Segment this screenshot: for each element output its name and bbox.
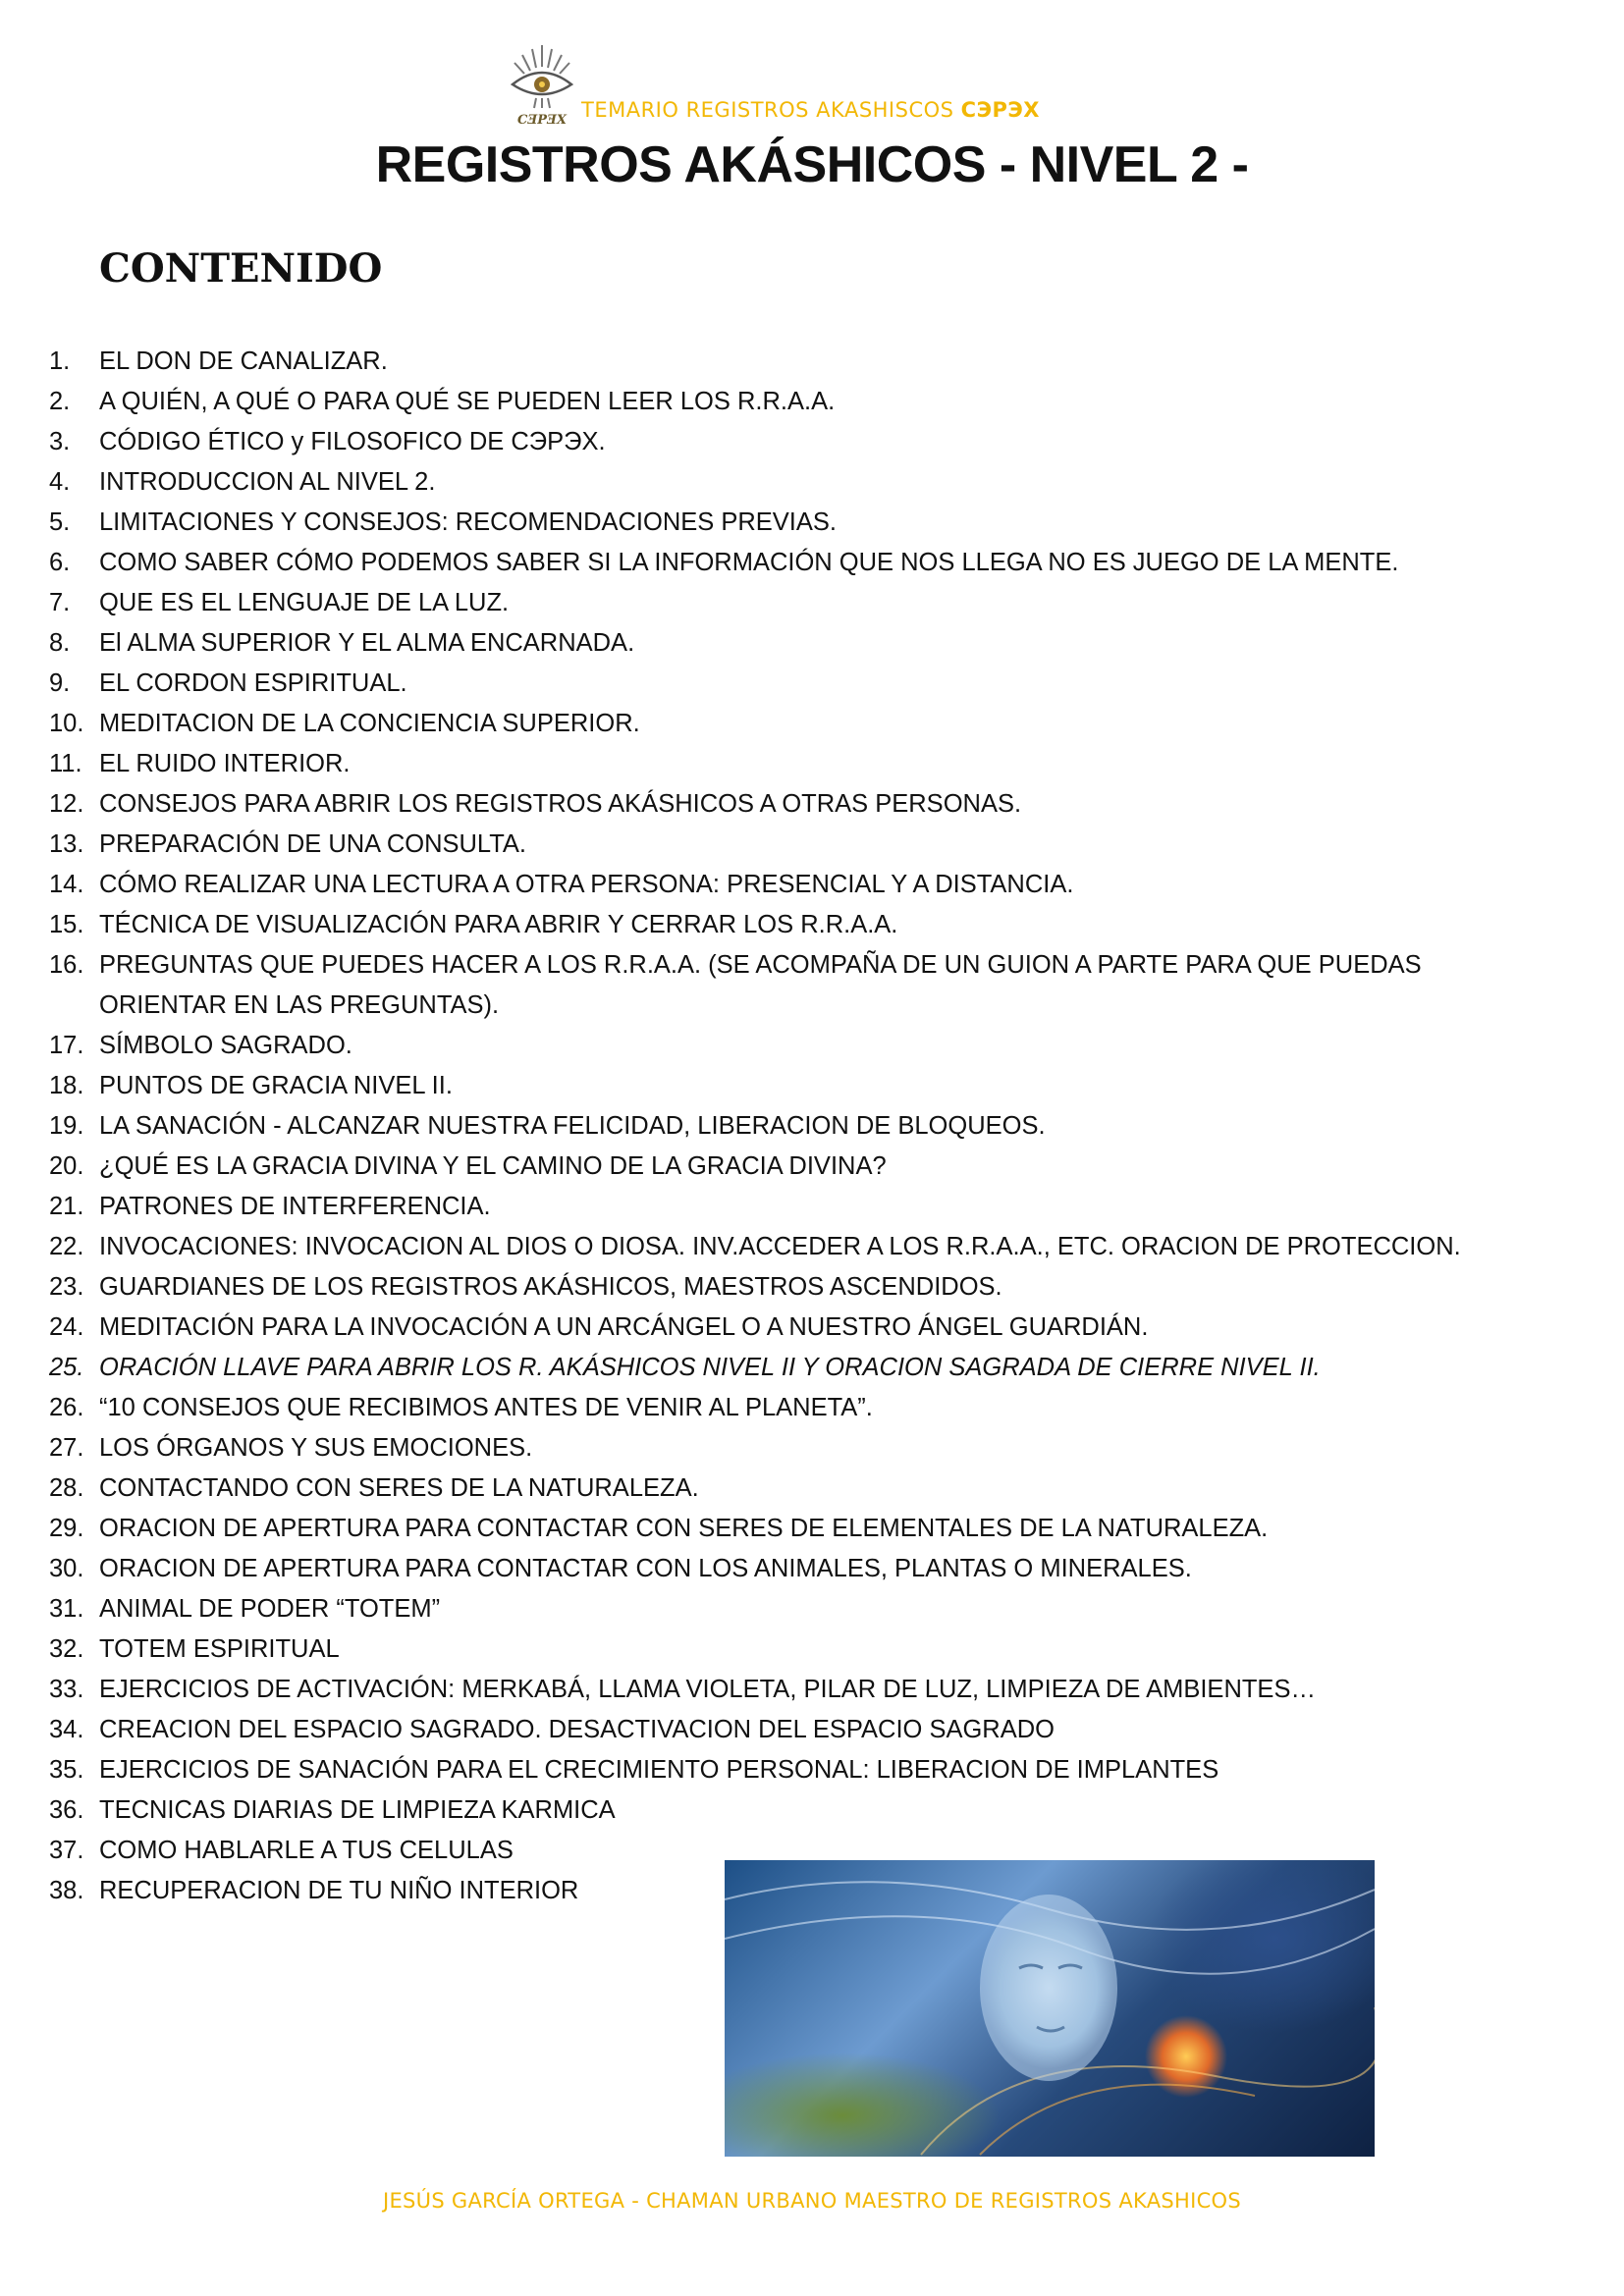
item-text: CÓMO REALIZAR UNA LECTURA A OTRA PERSONA: PRESENCIAL Y A DISTANCIA.: [99, 871, 1074, 898]
item-number: 19.: [49, 1112, 84, 1140]
list-item: [0, 905, 1533, 945]
item-text: EL DON DE CANALIZAR.: [99, 347, 388, 375]
list-item: [0, 623, 1533, 664]
item-number: 5.: [49, 508, 71, 536]
item-number: 27.: [49, 1434, 84, 1462]
temario-text: TEMARIO REGISTROS AKASHISCOS: [581, 98, 954, 122]
list-item: [0, 382, 1533, 422]
list-item: [0, 1629, 1533, 1670]
item-text: RECUPERACION DE TU NIÑO INTERIOR: [99, 1877, 579, 1904]
list-item: [0, 865, 1533, 905]
svg-text:CƎPƎX: CƎPƎX: [516, 113, 568, 128]
list-item: [0, 1670, 1533, 1710]
item-number: 7.: [49, 589, 71, 616]
item-number: 33.: [49, 1676, 84, 1703]
item-number: 10.: [49, 710, 84, 737]
item-text: GUARDIANES DE LOS REGISTROS AKÁSHICOS, MAESTROS ASCENDIDOS.: [99, 1273, 1002, 1301]
item-number: 13.: [49, 830, 84, 858]
item-number: 31.: [49, 1595, 84, 1623]
header-subtitle: [581, 98, 1040, 122]
list-item: [0, 1106, 1533, 1147]
item-text: ORACIÓN LLAVE PARA ABRIR LOS R. AKÁSHICOS NIVEL II Y ORACION SAGRADA DE CIERRE NIVEL II.: [99, 1354, 1321, 1381]
item-number: 24.: [49, 1313, 84, 1341]
item-number: 20.: [49, 1152, 84, 1180]
item-number: 18.: [49, 1072, 84, 1099]
eye-logo-icon: [507, 41, 577, 128]
list-item: [0, 1348, 1533, 1388]
item-number: 38.: [49, 1877, 84, 1904]
list-item: [0, 1026, 1533, 1066]
item-text: CONSEJOS PARA ABRIR LOS REGISTROS AKÁSHICOS A OTRAS PERSONAS.: [99, 790, 1022, 818]
list-item: [0, 422, 1533, 462]
item-number: 4.: [49, 468, 71, 496]
footer-author: JESÚS GARCÍA ORTEGA - CHAMAN URBANO MAESTRO DE REGISTROS AKASHICOS: [382, 2189, 1242, 2213]
item-text: PUNTOS DE GRACIA NIVEL II.: [99, 1072, 453, 1099]
list-item: [0, 1308, 1533, 1348]
item-text: TÉCNICA DE VISUALIZACIÓN PARA ABRIR Y CERRAR LOS R.R.A.A.: [99, 911, 898, 938]
list-item: [0, 342, 1533, 382]
item-text: CONTACTANDO CON SERES DE LA NATURALEZA.: [99, 1474, 699, 1502]
list-item: [0, 945, 1533, 1026]
item-text: ¿QUÉ ES LA GRACIA DIVINA Y EL CAMINO DE LA GRACIA DIVINA?: [99, 1152, 887, 1180]
item-number: 37.: [49, 1837, 84, 1864]
item-number: 3.: [49, 428, 71, 455]
list-item: [0, 1750, 1533, 1790]
item-text: El ALMA SUPERIOR Y EL ALMA ENCARNADA.: [99, 629, 635, 657]
list-item: [0, 1468, 1533, 1509]
item-number: 36.: [49, 1796, 84, 1824]
item-text: LOS ÓRGANOS Y SUS EMOCIONES.: [99, 1434, 533, 1462]
item-text: COMO SABER CÓMO PODEMOS SABER SI LA INFORMACIÓN QUE NOS LLEGA NO ES JUEGO DE LA MENTE.: [99, 549, 1399, 576]
list-item: [0, 1790, 1533, 1831]
item-number: 14.: [49, 871, 84, 898]
item-number: 28.: [49, 1474, 84, 1502]
list-item: [0, 664, 1533, 704]
item-number: 16.: [49, 951, 84, 979]
list-item: [0, 1549, 1533, 1589]
item-number: 30.: [49, 1555, 84, 1582]
item-number: 9.: [49, 669, 71, 697]
item-text: ANIMAL DE PODER “TOTEM”: [99, 1595, 441, 1623]
list-item: [0, 503, 1533, 543]
item-text: MEDITACION DE LA CONCIENCIA SUPERIOR.: [99, 710, 640, 737]
item-number: 21.: [49, 1193, 84, 1220]
list-item: [0, 1589, 1533, 1629]
table-of-contents: [0, 342, 1571, 1911]
item-number: 26.: [49, 1394, 84, 1421]
item-text: TECNICAS DIARIAS DE LIMPIEZA KARMICA: [99, 1796, 616, 1824]
item-text: TOTEM ESPIRITUAL: [99, 1635, 340, 1663]
page-title: REGISTROS AKÁSHICOS - NIVEL 2 -: [375, 136, 1249, 193]
item-number: 15.: [49, 911, 84, 938]
list-item: [0, 1710, 1533, 1750]
item-text: PATRONES DE INTERFERENCIA.: [99, 1193, 491, 1220]
item-number: 6.: [49, 549, 71, 576]
item-text: INVOCACIONES: INVOCACION AL DIOS O DIOSA. INV.ACCEDER A LOS R.R.A.A., ETC. ORACION DE PROTECCION.: [99, 1233, 1461, 1260]
item-text: PREPARACIÓN DE UNA CONSULTA.: [99, 830, 526, 858]
list-item: [0, 462, 1533, 503]
item-number: 25.: [49, 1354, 84, 1381]
list-item: [0, 1267, 1533, 1308]
item-number: 22.: [49, 1233, 84, 1260]
list-item: [0, 1388, 1533, 1428]
item-number: 34.: [49, 1716, 84, 1743]
item-number: 29.: [49, 1515, 84, 1542]
item-text: CREACION DEL ESPACIO SAGRADO. DESACTIVACION DEL ESPACIO SAGRADO: [99, 1716, 1055, 1743]
list-item: [0, 583, 1533, 623]
item-text: EL RUIDO INTERIOR.: [99, 750, 351, 777]
item-text: CÓDIGO ÉTICO y FILOSOFICO DE CЭPЭX.: [99, 428, 606, 455]
item-number: 35.: [49, 1756, 84, 1784]
item-text: LA SANACIÓN - ALCANZAR NUESTRA FELICIDAD, LIBERACION DE BLOQUEOS.: [99, 1112, 1046, 1140]
list-item: [0, 704, 1533, 744]
item-text: PREGUNTAS QUE PUEDES HACER A LOS R.R.A.A. (SE ACOMPAÑA DE UN GUION A PARTE PARA QUE PUEDAS ORIENTAR EN LAS PREGUNTAS).: [99, 951, 1422, 1019]
item-number: 11.: [49, 750, 82, 777]
item-text: ORACION DE APERTURA PARA CONTACTAR CON SERES DE ELEMENTALES DE LA NATURALEZA.: [99, 1515, 1269, 1542]
list-item: [0, 1147, 1533, 1187]
item-text: MEDITACIÓN PARA LA INVOCACIÓN A UN ARCÁNGEL O A NUESTRO ÁNGEL GUARDIÁN.: [99, 1313, 1149, 1341]
item-number: 8.: [49, 629, 71, 657]
list-item: [0, 543, 1533, 583]
item-number: 12.: [49, 790, 84, 818]
item-text: SÍMBOLO SAGRADO.: [99, 1032, 352, 1059]
item-number: 1.: [49, 347, 71, 375]
item-text: EL CORDON ESPIRITUAL.: [99, 669, 407, 697]
item-text: ORACION DE APERTURA PARA CONTACTAR CON LOS ANIMALES, PLANTAS O MINERALES.: [99, 1555, 1192, 1582]
brand-text: CЭPЭX: [960, 98, 1040, 122]
item-text: INTRODUCCION AL NIVEL 2.: [99, 468, 436, 496]
list-item: [0, 1428, 1533, 1468]
list-item: [0, 1227, 1533, 1267]
list-item: [0, 1066, 1533, 1106]
item-number: 23.: [49, 1273, 84, 1301]
item-text: A QUIÉN, A QUÉ O PARA QUÉ SE PUEDEN LEER LOS R.R.A.A.: [99, 388, 836, 415]
item-number: 32.: [49, 1635, 84, 1663]
list-item: [0, 1509, 1533, 1549]
item-number: 17.: [49, 1032, 84, 1059]
item-text: EJERCICIOS DE ACTIVACIÓN: MERKABÁ, LLAMA VIOLETA, PILAR DE LUZ, LIMPIEZA DE AMBIENTES…: [99, 1676, 1316, 1703]
item-text: “10 CONSEJOS QUE RECIBIMOS ANTES DE VENIR AL PLANETA”.: [99, 1394, 873, 1421]
list-item: [0, 784, 1533, 825]
item-text: LIMITACIONES Y CONSEJOS: RECOMENDACIONES PREVIAS.: [99, 508, 837, 536]
item-text: COMO HABLARLE A TUS CELULAS: [99, 1837, 514, 1864]
item-number: 2.: [49, 388, 71, 415]
spiritual-face-illustration: [725, 1860, 1375, 2157]
list-item: [0, 1187, 1533, 1227]
section-title: CONTENIDO: [99, 245, 383, 292]
list-item: [0, 744, 1533, 784]
item-text: QUE ES EL LENGUAJE DE LA LUZ.: [99, 589, 510, 616]
list-item: [0, 825, 1533, 865]
item-text: EJERCICIOS DE SANACIÓN PARA EL CRECIMIENTO PERSONAL: LIBERACION DE IMPLANTES: [99, 1756, 1219, 1784]
